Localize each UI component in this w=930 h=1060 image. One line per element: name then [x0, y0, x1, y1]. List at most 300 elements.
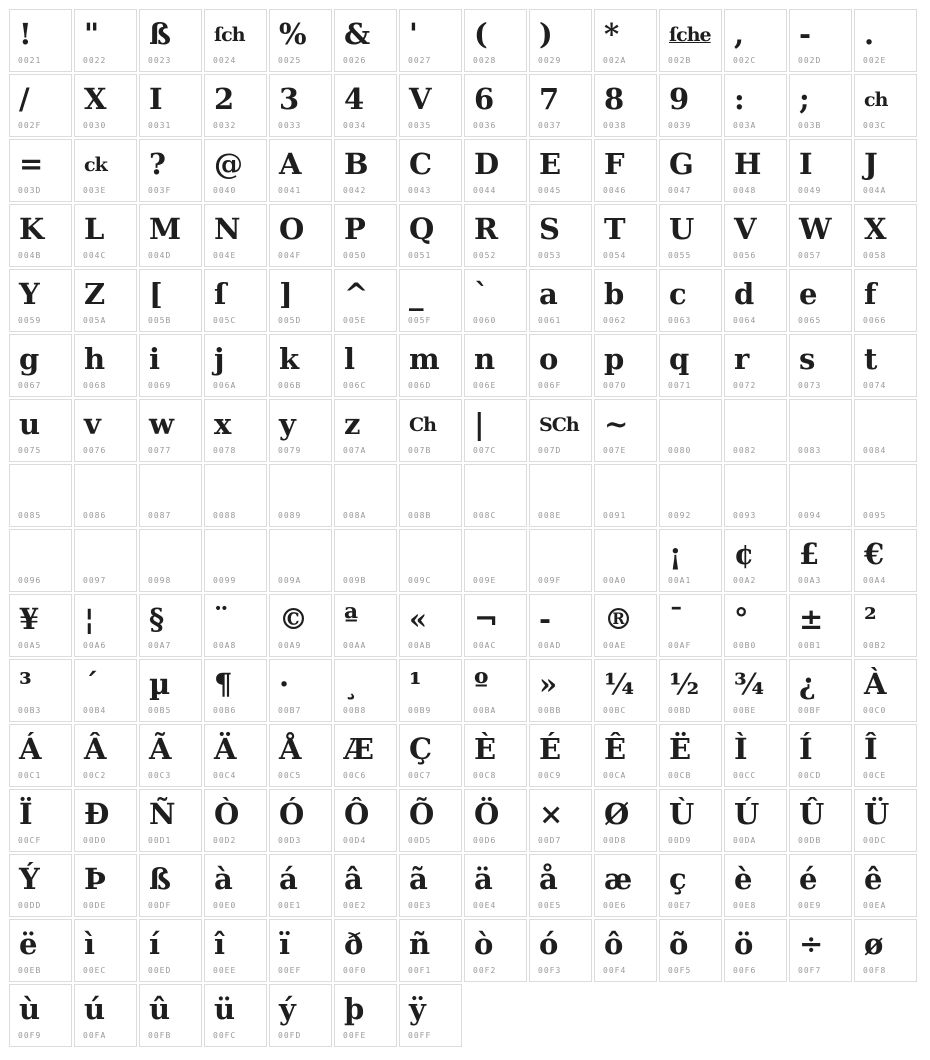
glyph-cell[interactable]	[659, 204, 722, 267]
glyph-cell[interactable]	[594, 139, 657, 202]
codepoint-label: 00CE	[863, 771, 887, 780]
glyph-cell[interactable]	[594, 789, 657, 852]
glyph-cell[interactable]	[9, 74, 72, 137]
glyph-cell[interactable]	[464, 204, 527, 267]
glyph: ²	[864, 602, 877, 636]
glyph-cell[interactable]	[204, 659, 267, 722]
codepoint-label: 00E1	[278, 901, 302, 910]
glyph: d	[734, 277, 755, 311]
glyph-cell[interactable]	[9, 724, 72, 787]
codepoint-label: 00F0	[343, 966, 367, 975]
glyph-cell[interactable]	[269, 269, 332, 332]
glyph-cell[interactable]	[724, 9, 787, 72]
glyph-cell[interactable]	[139, 74, 202, 137]
glyph: SCh	[539, 414, 579, 436]
glyph-cell[interactable]	[464, 74, 527, 137]
codepoint-label: 00C1	[18, 771, 42, 780]
glyph-cell[interactable]	[854, 9, 917, 72]
glyph-cell[interactable]	[854, 919, 917, 982]
glyph-cell[interactable]	[594, 74, 657, 137]
glyph-cell[interactable]	[529, 9, 592, 72]
glyph-cell[interactable]	[9, 139, 72, 202]
glyph-cell[interactable]	[74, 659, 137, 722]
codepoint-label: 0051	[408, 251, 432, 260]
glyph-cell[interactable]	[9, 659, 72, 722]
glyph-cell[interactable]	[9, 919, 72, 982]
glyph-cell[interactable]	[269, 464, 332, 527]
glyph-cell[interactable]	[139, 854, 202, 917]
glyph-cell[interactable]	[724, 919, 787, 982]
codepoint-label: 0082	[733, 446, 757, 455]
glyph-cell[interactable]	[74, 529, 137, 592]
glyph-cell[interactable]	[529, 659, 592, 722]
glyph-cell[interactable]	[789, 9, 852, 72]
glyph-cell[interactable]	[594, 659, 657, 722]
glyph-cell[interactable]	[464, 919, 527, 982]
glyph-cell[interactable]	[74, 464, 137, 527]
glyph-cell[interactable]	[204, 789, 267, 852]
codepoint-label: 002C	[733, 56, 757, 65]
glyph-cell[interactable]	[334, 204, 397, 267]
glyph-cell[interactable]	[399, 399, 462, 462]
codepoint-label: 00C8	[473, 771, 497, 780]
glyph-cell[interactable]	[334, 529, 397, 592]
glyph-cell[interactable]	[139, 984, 202, 1047]
codepoint-label: 0073	[798, 381, 822, 390]
glyph: á	[279, 862, 298, 896]
glyph-cell[interactable]	[659, 854, 722, 917]
glyph-cell[interactable]	[74, 594, 137, 657]
glyph-cell[interactable]	[594, 269, 657, 332]
glyph-cell[interactable]	[139, 139, 202, 202]
glyph-cell[interactable]	[529, 74, 592, 137]
glyph-cell[interactable]	[789, 74, 852, 137]
glyph-cell[interactable]	[139, 334, 202, 397]
glyph	[669, 402, 719, 442]
glyph-cell[interactable]	[854, 594, 917, 657]
codepoint-label: 00E0	[213, 901, 237, 910]
glyph-cell[interactable]	[9, 269, 72, 332]
glyph	[799, 467, 849, 507]
codepoint-label: 006F	[538, 381, 562, 390]
glyph-cell[interactable]	[269, 919, 332, 982]
glyph-cell[interactable]	[464, 724, 527, 787]
glyph-cell[interactable]	[269, 659, 332, 722]
codepoint-label: 00C4	[213, 771, 237, 780]
glyph-cell[interactable]	[334, 74, 397, 137]
glyph-cell[interactable]	[464, 854, 527, 917]
glyph-cell[interactable]	[594, 334, 657, 397]
glyph-cell[interactable]	[334, 269, 397, 332]
glyph-cell[interactable]	[529, 204, 592, 267]
glyph-cell[interactable]	[724, 269, 787, 332]
glyph	[409, 532, 459, 572]
codepoint-label: 0079	[278, 446, 302, 455]
glyph: €	[864, 537, 885, 571]
glyph-cell[interactable]	[724, 854, 787, 917]
glyph-cell[interactable]	[334, 464, 397, 527]
glyph-cell[interactable]	[139, 9, 202, 72]
grid-row	[9, 919, 917, 982]
glyph: ¶	[214, 667, 233, 701]
glyph-cell[interactable]	[789, 919, 852, 982]
glyph-cell[interactable]	[724, 724, 787, 787]
glyph: ø	[864, 927, 884, 961]
glyph-cell[interactable]	[204, 334, 267, 397]
glyph-cell[interactable]	[854, 269, 917, 332]
glyph-cell[interactable]	[854, 399, 917, 462]
glyph-cell[interactable]	[594, 919, 657, 982]
glyph-cell[interactable]	[594, 724, 657, 787]
glyph-cell[interactable]	[399, 984, 462, 1047]
glyph-cell[interactable]	[789, 854, 852, 917]
glyph-cell[interactable]	[399, 139, 462, 202]
glyph-cell[interactable]	[74, 269, 137, 332]
glyph-cell[interactable]	[334, 724, 397, 787]
glyph: 7	[539, 82, 560, 116]
glyph-cell[interactable]	[269, 529, 332, 592]
glyph-cell[interactable]	[9, 334, 72, 397]
glyph: ê	[864, 862, 883, 896]
glyph-cell[interactable]	[854, 659, 917, 722]
glyph-cell[interactable]	[659, 464, 722, 527]
glyph-cell[interactable]	[659, 594, 722, 657]
codepoint-label: 00AC	[473, 641, 497, 650]
glyph-cell[interactable]	[139, 464, 202, 527]
glyph-cell[interactable]	[529, 334, 592, 397]
glyph-cell[interactable]	[74, 204, 137, 267]
codepoint-label: 00FF	[408, 1031, 432, 1040]
glyph: H	[734, 147, 762, 181]
codepoint-label: 0066	[863, 316, 887, 325]
codepoint-label: 0055	[668, 251, 692, 260]
glyph: Ï	[19, 797, 33, 831]
glyph-cell[interactable]	[269, 984, 332, 1047]
glyph-cell[interactable]	[529, 269, 592, 332]
glyph-cell[interactable]	[464, 789, 527, 852]
glyph-cell[interactable]	[854, 204, 917, 267]
glyph-cell[interactable]	[269, 204, 332, 267]
glyph-cell[interactable]	[269, 9, 332, 72]
glyph-cell[interactable]	[399, 269, 462, 332]
codepoint-label: 0026	[343, 56, 367, 65]
glyph-cell[interactable]	[399, 854, 462, 917]
glyph-cell[interactable]	[724, 334, 787, 397]
glyph-cell[interactable]	[334, 139, 397, 202]
glyph-cell[interactable]	[269, 594, 332, 657]
glyph-cell[interactable]	[594, 204, 657, 267]
glyph-cell[interactable]	[854, 789, 917, 852]
glyph-cell[interactable]	[789, 789, 852, 852]
codepoint-label: 004E	[213, 251, 237, 260]
glyph-cell[interactable]	[204, 594, 267, 657]
glyph-cell[interactable]	[334, 919, 397, 982]
glyph-cell[interactable]	[204, 399, 267, 462]
glyph: ú	[84, 992, 106, 1026]
glyph: ¯	[669, 602, 684, 636]
glyph-cell[interactable]	[594, 594, 657, 657]
glyph-cell[interactable]	[399, 529, 462, 592]
glyph-cell[interactable]	[464, 334, 527, 397]
glyph-cell[interactable]	[594, 529, 657, 592]
glyph-cell[interactable]	[529, 854, 592, 917]
codepoint-label: 0078	[213, 446, 237, 455]
glyph-cell[interactable]	[464, 399, 527, 462]
glyph-cell[interactable]	[204, 9, 267, 72]
glyph-cell[interactable]	[204, 464, 267, 527]
glyph-cell[interactable]	[529, 399, 592, 462]
glyph-cell[interactable]	[74, 919, 137, 982]
glyph-cell[interactable]	[529, 529, 592, 592]
glyph-cell[interactable]	[9, 399, 72, 462]
glyph-cell[interactable]	[724, 659, 787, 722]
glyph-cell[interactable]	[269, 74, 332, 137]
glyph-cell[interactable]	[529, 919, 592, 982]
glyph-cell[interactable]	[399, 594, 462, 657]
glyph-cell[interactable]	[269, 724, 332, 787]
glyph-cell[interactable]	[464, 659, 527, 722]
glyph-cell[interactable]	[204, 269, 267, 332]
glyph: S	[539, 212, 560, 246]
glyph-cell[interactable]	[9, 854, 72, 917]
glyph-cell[interactable]	[659, 334, 722, 397]
glyph-cell[interactable]	[724, 594, 787, 657]
codepoint-label: 003B	[798, 121, 822, 130]
codepoint-label: 00CC	[733, 771, 757, 780]
codepoint-label: 0099	[213, 576, 237, 585]
codepoint-label: 003C	[863, 121, 887, 130]
glyph-cell[interactable]	[789, 659, 852, 722]
glyph-cell[interactable]	[854, 724, 917, 787]
glyph-cell[interactable]	[724, 139, 787, 202]
glyph-cell[interactable]	[529, 464, 592, 527]
glyph-cell[interactable]	[334, 854, 397, 917]
glyph-cell[interactable]	[659, 919, 722, 982]
grid-row	[9, 984, 917, 1047]
codepoint-label: 006E	[473, 381, 497, 390]
glyph-cell[interactable]	[854, 464, 917, 527]
glyph: Î	[864, 732, 878, 766]
glyph-cell[interactable]	[659, 724, 722, 787]
glyph-cell[interactable]	[139, 724, 202, 787]
glyph-cell[interactable]	[464, 594, 527, 657]
glyph-cell[interactable]	[399, 789, 462, 852]
glyph-cell[interactable]	[399, 74, 462, 137]
glyph: »	[539, 667, 558, 701]
glyph-cell[interactable]	[399, 334, 462, 397]
glyph	[214, 467, 264, 507]
glyph-cell[interactable]	[204, 74, 267, 137]
glyph-cell[interactable]	[139, 659, 202, 722]
glyph-cell[interactable]	[724, 399, 787, 462]
glyph-cell[interactable]	[139, 529, 202, 592]
glyph-cell[interactable]	[334, 9, 397, 72]
glyph-cell[interactable]	[9, 984, 72, 1047]
glyph	[409, 467, 459, 507]
glyph	[864, 467, 914, 507]
glyph-cell[interactable]	[269, 854, 332, 917]
codepoint-label: 0046	[603, 186, 627, 195]
glyph-cell[interactable]	[334, 399, 397, 462]
codepoint-label: 0054	[603, 251, 627, 260]
glyph-cell[interactable]	[529, 139, 592, 202]
glyph-cell[interactable]	[724, 74, 787, 137]
glyph-cell[interactable]	[854, 854, 917, 917]
glyph-cell[interactable]	[269, 139, 332, 202]
codepoint-label: 007E	[603, 446, 627, 455]
codepoint-label: 00C7	[408, 771, 432, 780]
glyph-cell[interactable]	[9, 464, 72, 527]
codepoint-label: 0068	[83, 381, 107, 390]
codepoint-label: 005A	[83, 316, 107, 325]
glyph-cell[interactable]	[659, 139, 722, 202]
glyph-cell[interactable]	[789, 724, 852, 787]
glyph-cell[interactable]	[334, 334, 397, 397]
glyph-cell[interactable]	[789, 139, 852, 202]
glyph-cell[interactable]	[724, 789, 787, 852]
codepoint-label: 0096	[18, 576, 42, 585]
glyph: W	[799, 212, 832, 246]
grid-row	[9, 399, 917, 462]
glyph-cell[interactable]	[854, 74, 917, 137]
glyph-cell[interactable]	[204, 984, 267, 1047]
glyph: Ê	[604, 732, 627, 766]
glyph-cell[interactable]	[334, 984, 397, 1047]
glyph-cell[interactable]	[399, 659, 462, 722]
glyph-cell[interactable]	[334, 594, 397, 657]
glyph-cell[interactable]	[529, 724, 592, 787]
glyph-cell[interactable]	[74, 854, 137, 917]
glyph-cell[interactable]	[9, 594, 72, 657]
glyph-cell[interactable]	[464, 269, 527, 332]
glyph-cell[interactable]	[334, 789, 397, 852]
glyph-cell[interactable]	[139, 269, 202, 332]
glyph: ¦	[84, 602, 95, 636]
glyph-cell[interactable]	[139, 919, 202, 982]
glyph-cell[interactable]	[659, 399, 722, 462]
glyph: ſch	[214, 24, 245, 46]
glyph-cell[interactable]	[9, 9, 72, 72]
glyph-cell[interactable]	[74, 724, 137, 787]
glyph-cell[interactable]	[594, 399, 657, 462]
glyph-cell[interactable]	[399, 724, 462, 787]
glyph-cell[interactable]	[789, 204, 852, 267]
glyph-cell[interactable]	[399, 919, 462, 982]
glyph: þ	[344, 992, 365, 1026]
glyph-cell[interactable]	[789, 594, 852, 657]
glyph: ö	[734, 927, 754, 961]
glyph-cell[interactable]	[529, 594, 592, 657]
glyph-cell[interactable]	[659, 789, 722, 852]
glyph: ª	[344, 602, 359, 636]
glyph-cell[interactable]	[659, 529, 722, 592]
glyph-cell[interactable]	[594, 854, 657, 917]
glyph-cell[interactable]	[464, 529, 527, 592]
glyph-cell[interactable]	[399, 464, 462, 527]
glyph-cell[interactable]	[724, 529, 787, 592]
glyph-cell[interactable]	[74, 334, 137, 397]
glyph-cell[interactable]	[594, 464, 657, 527]
glyph-cell[interactable]	[139, 399, 202, 462]
glyph-cell[interactable]	[399, 204, 462, 267]
glyph-cell[interactable]	[854, 139, 917, 202]
glyph-cell[interactable]	[659, 659, 722, 722]
glyph: m	[409, 342, 440, 376]
glyph-cell[interactable]	[139, 594, 202, 657]
glyph-cell[interactable]	[139, 789, 202, 852]
glyph-cell[interactable]	[789, 399, 852, 462]
codepoint-label: 005B	[148, 316, 172, 325]
codepoint-label: 00A1	[668, 576, 692, 585]
glyph-cell[interactable]	[269, 334, 332, 397]
glyph-cell[interactable]	[204, 854, 267, 917]
glyph-cell[interactable]	[9, 204, 72, 267]
glyph-cell[interactable]	[74, 74, 137, 137]
glyph: z	[344, 407, 361, 441]
glyph-cell[interactable]	[789, 334, 852, 397]
codepoint-label: 007B	[408, 446, 432, 455]
glyph-cell[interactable]	[724, 204, 787, 267]
glyph-cell[interactable]	[139, 204, 202, 267]
glyph-cell[interactable]	[204, 139, 267, 202]
glyph-cell[interactable]	[724, 464, 787, 527]
glyph-cell[interactable]	[334, 659, 397, 722]
glyph: ß	[149, 862, 172, 896]
glyph-cell[interactable]	[789, 464, 852, 527]
glyph-cell[interactable]	[74, 984, 137, 1047]
glyph-cell[interactable]	[9, 529, 72, 592]
glyph-cell[interactable]	[464, 9, 527, 72]
glyph-cell[interactable]	[399, 9, 462, 72]
glyph-cell[interactable]	[9, 789, 72, 852]
codepoint-label: 00D3	[278, 836, 302, 845]
codepoint-label: 00C6	[343, 771, 367, 780]
glyph-cell[interactable]	[594, 9, 657, 72]
glyph-cell[interactable]	[854, 529, 917, 592]
codepoint-label: 0058	[863, 251, 887, 260]
glyph: B	[344, 147, 369, 181]
glyph: M	[149, 212, 182, 246]
glyph-cell[interactable]	[464, 464, 527, 527]
glyph-cell[interactable]	[659, 269, 722, 332]
glyph	[734, 402, 784, 442]
glyph-cell[interactable]	[74, 789, 137, 852]
glyph-cell[interactable]	[204, 919, 267, 982]
glyph-cell[interactable]	[789, 529, 852, 592]
glyph-cell[interactable]	[204, 529, 267, 592]
glyph-cell[interactable]	[269, 399, 332, 462]
glyph-cell[interactable]	[659, 74, 722, 137]
glyph: ,	[734, 17, 745, 51]
codepoint-label: 00D5	[408, 836, 432, 845]
glyph-cell[interactable]	[464, 139, 527, 202]
codepoint-label: 00CF	[18, 836, 42, 845]
glyph-cell[interactable]	[659, 9, 722, 72]
glyph-cell[interactable]	[789, 269, 852, 332]
glyph-cell[interactable]	[529, 789, 592, 852]
glyph: È	[474, 732, 497, 766]
glyph: à	[214, 862, 233, 896]
glyph-cell[interactable]	[204, 204, 267, 267]
glyph-cell[interactable]	[204, 724, 267, 787]
glyph: I	[149, 82, 163, 116]
glyph-cell[interactable]	[74, 399, 137, 462]
glyph-cell[interactable]	[854, 334, 917, 397]
glyph: ó	[539, 927, 559, 961]
glyph-cell[interactable]	[74, 139, 137, 202]
glyph-cell[interactable]	[74, 9, 137, 72]
glyph-cell[interactable]	[269, 789, 332, 852]
